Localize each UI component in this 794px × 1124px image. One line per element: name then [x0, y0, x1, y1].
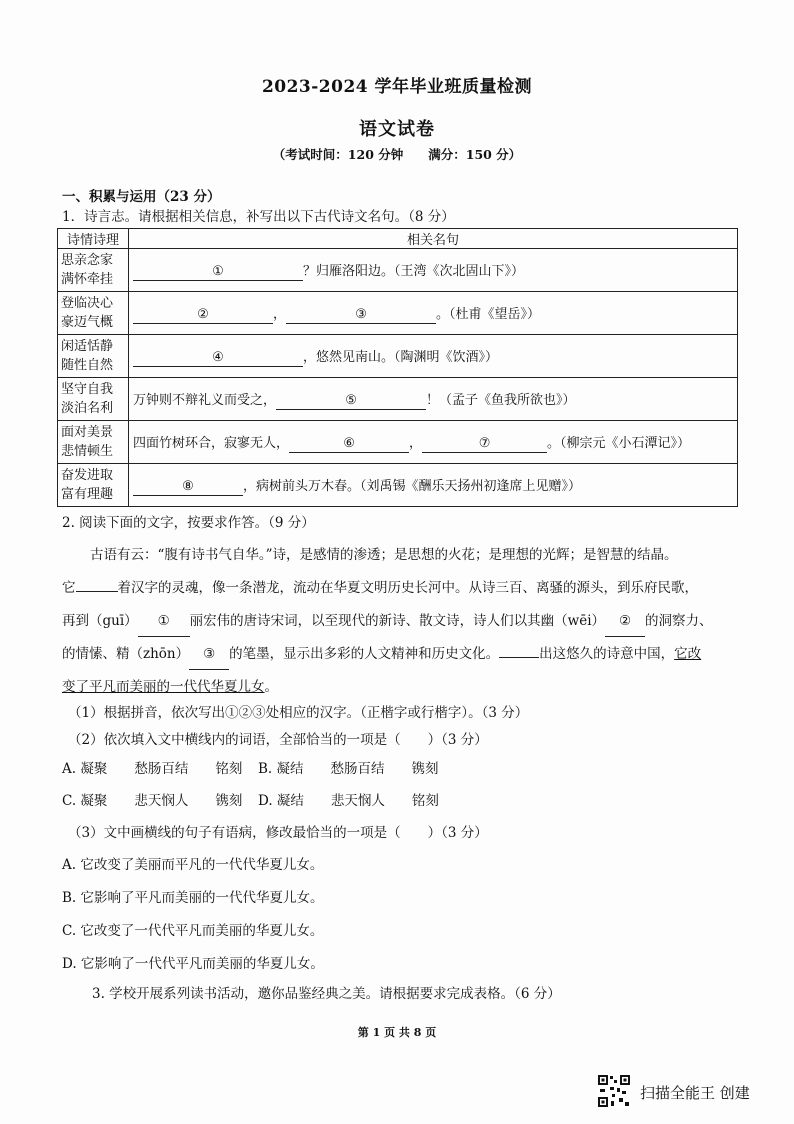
table-header-row	[58, 229, 738, 249]
scanner-watermark: 扫描全能王 创建	[640, 1084, 750, 1102]
blank-3[interactable]: ③	[286, 307, 436, 324]
page-number: 第 1 页 共 8 页	[357, 1026, 437, 1039]
subq-2: （2）依次填入文中横线内的词语，全部恰当的一项是（ ）（3 分）	[68, 732, 488, 748]
exam-subject: 语文试卷	[359, 119, 435, 140]
q1-prompt: 1．诗言志。请根据相关信息，补写出以下古代诗文名句。（8 分）	[62, 209, 455, 225]
table-row	[58, 335, 738, 378]
passage-blank-a[interactable]	[76, 575, 118, 592]
passage-line-5: 变了平凡而美丽的一代代华夏儿女。	[62, 679, 278, 695]
qr-code-icon	[597, 1074, 631, 1108]
table-col-topic: 诗情诗理	[58, 229, 129, 249]
passage-line-4: 的情愫、精（zhōn） ③ 的笔墨，显示出多彩的人文精神和历史文化。 出这悠久的诗意中国，它改	[62, 639, 742, 670]
row-topic: 思亲念家满怀牵挂	[58, 249, 129, 292]
blank-7[interactable]: ⑦	[422, 436, 547, 453]
option-a: A. 凝聚 愁肠百结 铭刻	[62, 761, 243, 777]
table-row	[58, 421, 738, 464]
poem-table	[57, 228, 738, 507]
section1-heading: 一、积累与运用（23 分）	[62, 189, 221, 205]
row-content: 万钟则不辩礼义而受之， ⑤ ！（孟子《鱼我所欲也》）	[129, 378, 738, 421]
blank-2[interactable]: ②	[133, 307, 273, 324]
passage-line-3: 再到（guī） ① 丽宏伟的唐诗宋词，以至现代的新诗、散文诗，诗人们以其幽（wēi） ② 的洞察力、	[62, 606, 742, 637]
blank-1[interactable]: ①	[133, 264, 303, 281]
row-topic: 登临决心豪迈气概	[58, 292, 129, 335]
pinyin-blank-3[interactable]: ③	[189, 639, 229, 670]
pinyin-blank-2[interactable]: ②	[605, 606, 645, 637]
passage-line-1: 古语有云：“腹有诗书气自华。”诗，是感情的渗透；是思想的火花；是理想的光辉；是智慧的结晶。	[90, 547, 678, 563]
blank-8[interactable]: ⑧	[133, 479, 243, 496]
row-content: ② ， ③ 。（杜甫《望岳》）	[129, 292, 738, 335]
passage-line-2: 它 着汉字的灵魂，像一条潜龙，流动在华夏文明历史长河中。从诗三百、离骚的源头，到乐府民歌，	[62, 573, 742, 603]
row-topic: 奋发进取富有理趣	[58, 464, 129, 507]
row-content: ① ？归雁洛阳边。（王湾《次北固山下》）	[129, 249, 738, 292]
option-d: D. 凝结 悲天悯人 铭刻	[258, 793, 439, 809]
blank-6[interactable]: ⑥	[289, 436, 409, 453]
blank-4[interactable]: ④	[133, 350, 303, 367]
row-topic: 闲适恬静随性自然	[58, 335, 129, 378]
table-row	[58, 292, 738, 335]
q3-prompt: 3. 学校开展系列读书活动，邀你品鉴经典之美。请根据要求完成表格。（6 分）	[92, 986, 561, 1002]
choice-d: D. 它影响了一代代平凡而美丽的华夏儿女。	[62, 956, 324, 972]
row-content: 四面竹树环合，寂寥无人， ⑥ ， ⑦ 。（柳宗元《小石潭记》）	[129, 421, 738, 464]
option-c: C. 凝聚 悲天悯人 镌刻	[62, 793, 243, 809]
table-row	[58, 249, 738, 292]
choice-a: A. 它改变了美丽而平凡的一代代华夏儿女。	[62, 857, 324, 873]
row-content: ⑧ ，病树前头万木春。（刘禹锡《酬乐天扬州初逢席上见赠》）	[129, 464, 738, 507]
table-row	[58, 464, 738, 507]
row-content: ④ ，悠然见南山。（陶渊明《饮酒》）	[129, 335, 738, 378]
exam-meta: （考试时间：120 分钟 满分：150 分）	[272, 147, 522, 162]
blank-5[interactable]: ⑤	[276, 393, 426, 410]
subq-1: （1）根据拼音，依次写出①②③处相应的汉字。（正楷字或行楷字）。（3 分）	[68, 705, 529, 721]
table-col-lines: 相关名句	[129, 229, 738, 249]
q2-prompt: 2. 阅读下面的文字，按要求作答。（9 分）	[62, 515, 315, 531]
row-topic: 面对美景悲情顿生	[58, 421, 129, 464]
choice-c: C. 它改变了一代代平凡而美丽的华夏儿女。	[62, 923, 324, 939]
exam-title: 2023-2024 学年毕业班质量检测	[261, 77, 533, 97]
table-row	[58, 378, 738, 421]
passage-blank-c[interactable]	[499, 641, 539, 658]
option-b: B. 凝结 愁肠百结 镌刻	[258, 761, 439, 777]
pinyin-blank-1[interactable]: ①	[138, 606, 190, 637]
row-topic: 坚守自我淡泊名利	[58, 378, 129, 421]
choice-b: B. 它影响了平凡而美丽的一代代华夏儿女。	[62, 890, 324, 906]
subq-3: （3）文中画横线的句子有语病，修改最恰当的一项是（ ）（3 分）	[68, 825, 488, 841]
